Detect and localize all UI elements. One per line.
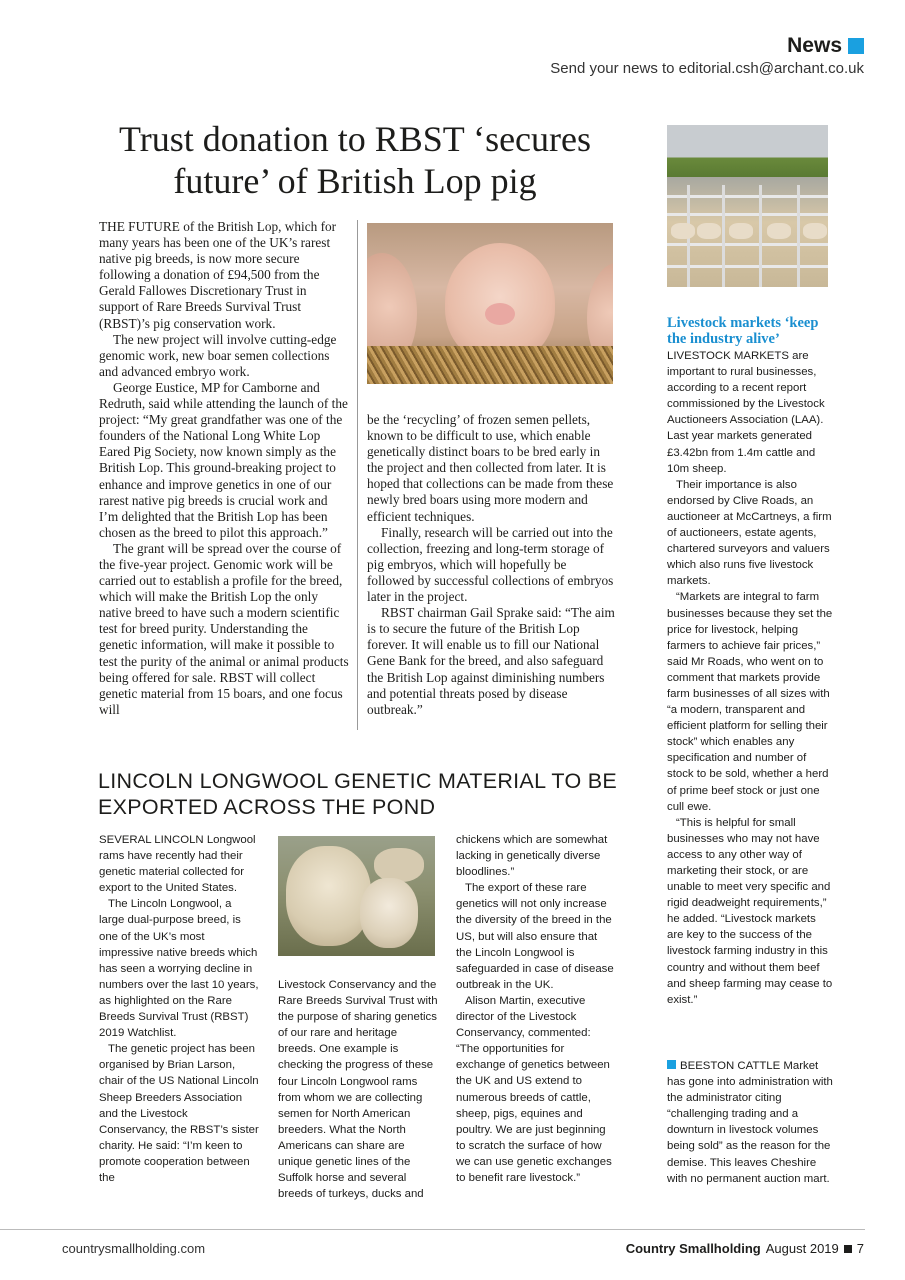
article-paragraph: George Eustice, MP for Camborne and Redruth, said while attending the launch of the project: “My great grandfather was one of the founders of the National Long White Lop Eared Pig Society, now known simply as the British Lop. This ground-breaking project to enhance and improve genetics in one of our rarest native pig breeds is crucial work and I’m delighted that the British Lop has been chosen as the breed to pilot this approach.” bbox=[99, 379, 348, 540]
article-paragraph: THE FUTURE of the British Lop, which for many years has been one of the UK’s rarest native pig breeds, is now more secure following a donation of £94,500 from the Gerald Fallowes Discretionary Trust in support of Rare Breeds Survival Trust (RBST)’s pig conservation work. bbox=[99, 219, 337, 331]
article-paragraph: The new project will involve cutting-edge genomic work, new boar semen collections and advanced embryo work. bbox=[99, 331, 337, 379]
second-article-column-2 bbox=[278, 977, 438, 1202]
news-brief bbox=[667, 1058, 835, 1187]
article-paragraph: chickens which are somewhat lacking in genetically diverse bloodlines.” bbox=[456, 834, 608, 879]
main-article-column-2 bbox=[367, 412, 615, 718]
article-paragraph: The genetic project has been organised by Brian Larson, chair of the US National Lincoln Sheep Breeders Association and the Livestock Conservancy, the RBST’s sister charity. He said: “I’m keen to promote cooperation between the bbox=[99, 1043, 259, 1184]
sidebar-paragraph: Their importance is also endorsed by Clive Roads, an auctioneer at McCartneys, a firm of auctioneers, estate agents, chartered surveyors and valuers which also runs five livestock markets. bbox=[667, 478, 832, 588]
sheep-photo bbox=[278, 836, 435, 956]
column-divider bbox=[357, 220, 358, 730]
livestock-market-photo bbox=[667, 125, 828, 287]
section-label bbox=[787, 34, 864, 58]
square-icon bbox=[667, 1060, 676, 1069]
publication-name: Country Smallholding bbox=[625, 1241, 761, 1256]
second-article-headline: LINCOLN LONGWOOL GENETIC MATERIAL TO BE EXPORTED ACROSS THE POND bbox=[98, 769, 618, 819]
sidebar-body bbox=[667, 348, 835, 1008]
section-title: News bbox=[787, 34, 842, 57]
article-paragraph: Livestock Conservancy and the Rare Breeds Survival Trust with the purpose of sharing genetics of our rare and heritage breeds. One example is checking the progress of these four Lincoln Longwool rams from whom we are collecting semen for North American breeders. What the North Americans can share are unique genetic lines of the Suffolk horse and several breeds of turkeys, ducks and bbox=[278, 979, 438, 1201]
contact-line: Send your news to editorial.csh@archant.co.uk bbox=[550, 60, 864, 77]
second-article-column-1 bbox=[99, 832, 259, 1186]
page-number: 7 bbox=[856, 1241, 864, 1256]
news-brief-text: BEESTON CATTLE Market has gone into administration with the administrator citing “challenging trading and a downturn in livestock volumes being sold” as the reason for the demise. This leaves Cheshire with no permanent auction mart. bbox=[667, 1060, 833, 1185]
footer-publication-info bbox=[626, 1241, 864, 1256]
square-icon bbox=[844, 1245, 852, 1253]
sidebar-headline: Livestock markets ‘keep the industry alive’ bbox=[667, 315, 819, 347]
footer-website: countrysmallholding.com bbox=[62, 1241, 206, 1256]
article-paragraph: The grant will be spread over the course of the five-year project. Genomic work will be carried out to establish a profile for the breed, which will make the British Lop the only native breed to have such a modern scientific test for breed purity. Understanding the genetic information, will make it possible to test the purity of the animal or animal products being offered for sale. RBST will collect genetic material from 15 boars, and one focus will bbox=[99, 540, 349, 717]
sidebar-paragraph: LIVESTOCK MARKETS are important to rural businesses, according to a recent report commissioned by the Livestock Auctioneers Association (LAA). Last year markets generated £3.42bn from 1.4m cattle and 10m sheep. bbox=[667, 350, 825, 475]
article-paragraph: Alison Martin, executive director of the Livestock Conservancy, commented: “The opportunities for exchange of genetics between the UK and US extend to numerous breeds of cattle, sheep, pigs, equines and poultry. We are just beginning to scratch the surface of how we can use genetic exchanges to benefit rare livestock.” bbox=[456, 994, 612, 1184]
article-paragraph: The Lincoln Longwool, a large dual-purpose breed, is one of the UK’s most impressive native breeds which has seen a worrying decline in numbers over the last 10 years, as highlighted on the Rare Breeds Survival Trust (RBST) 2019 Watchlist. bbox=[99, 898, 259, 1040]
issue-date: August 2019 bbox=[765, 1241, 839, 1256]
article-paragraph: The export of these rare genetics will not only increase the diversity of the breed in the US, but will also ensure that the Lincoln Longwool is safeguarded in case of disease outbreak in the UK. bbox=[456, 882, 614, 991]
sidebar-paragraph: “Markets are integral to farm businesses because they set the price for livestock, helping farmers to achieve fair prices,” said Mr Roads, who went on to comment that markets provide farm businesses of all sizes with “a modern, transparent and efficient platform for selling their stock” which enables any specification and number of stock to be sold, whether a herd of prime beef stock or just one cull ewe. bbox=[667, 591, 833, 813]
pig-photo bbox=[367, 223, 613, 384]
page-title: Trust donation to RBST ‘secures future’ of British Lop pig bbox=[118, 119, 592, 201]
second-article-column-3 bbox=[456, 832, 616, 1186]
article-paragraph: Finally, research will be carried out into the collection, freezing and long-term storage of pig embryos, which will hopefully be followed by successful collections of embryos later in the project. bbox=[367, 524, 614, 605]
footer-divider bbox=[0, 1229, 865, 1230]
sidebar-paragraph: “This is helpful for small businesses who may not have access to any other way of marketing their stock, or are unable to meet very specific and rigid deadweight requirements,” he added. “Livestock markets are key to the success of the livestock farming industry in this country and without them beef and sheep farming may cease to exist.” bbox=[667, 816, 833, 1006]
article-paragraph: SEVERAL LINCOLN Longwool rams have recently had their genetic material collected for export to the United States. bbox=[99, 834, 256, 895]
main-article-column-1 bbox=[99, 219, 349, 718]
article-paragraph: RBST chairman Gail Sprake said: “The aim is to secure the future of the British Lop forever. It will enable us to fill our National Gene Bank for the breed, and also safeguard the British Lop against diminishing numbers and potential threats posed by disease outbreak.” bbox=[367, 605, 615, 717]
article-paragraph: be the ‘recycling’ of frozen semen pellets, known to be difficult to use, which enable genetically distinct boars to be bred early in the project and then collected from later. It is hoped that collections can be made from these newly bred boars using more modern and efficient techniques. bbox=[367, 412, 614, 524]
square-icon bbox=[848, 38, 864, 54]
